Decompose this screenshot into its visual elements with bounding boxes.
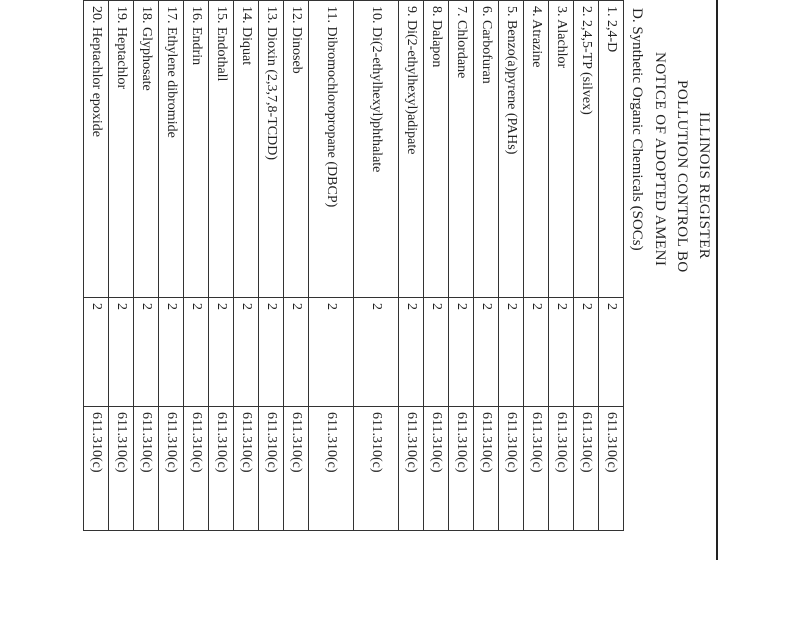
table-row [499, 1, 524, 531]
table-row [159, 1, 184, 531]
table-row [259, 1, 284, 531]
chemical-name-cell: 3. Alachlor [549, 1, 574, 298]
chemical-name-cell: 20. Heptachlor epoxide [84, 1, 109, 298]
reference-cell: 611.310(c) [549, 407, 574, 531]
reference-cell: 611.310(c) [84, 407, 109, 531]
table-row [399, 1, 424, 531]
table-row [184, 1, 209, 531]
value-cell: 2 [524, 298, 549, 407]
chemical-name-cell: 5. Benzo(a)pyrene (PAHs) [499, 1, 524, 298]
table-row [109, 1, 134, 531]
value-cell: 2 [134, 298, 159, 407]
value-cell: 2 [84, 298, 109, 407]
reference-cell: 611.310(c) [449, 407, 474, 531]
table-row [284, 1, 309, 531]
chemical-name-cell: 7. Chlordane [449, 1, 474, 298]
value-cell: 2 [399, 298, 424, 407]
table-row [449, 1, 474, 531]
value-cell: 2 [449, 298, 474, 407]
reference-cell: 611.310(c) [259, 407, 284, 531]
reference-cell: 611.310(c) [109, 407, 134, 531]
value-cell: 2 [234, 298, 259, 407]
reference-cell: 611.310(c) [474, 407, 499, 531]
chemical-name-cell: 14. Diquat [234, 1, 259, 298]
reference-cell: 611.310(c) [134, 407, 159, 531]
chemical-name-cell: 2. 2,4,5-TP (silvex) [574, 1, 599, 298]
section-title: D. Synthetic Organic Chemicals (SOCs) [629, 8, 645, 251]
value-cell: 2 [209, 298, 234, 407]
reference-cell: 611.310(c) [574, 407, 599, 531]
reference-cell: 611.310(c) [354, 407, 399, 531]
chemical-name-cell: 12. Dinoseb [284, 1, 309, 298]
reference-cell: 611.310(c) [424, 407, 449, 531]
value-cell: 2 [354, 298, 399, 407]
soc-table-body [84, 1, 624, 531]
chemical-name-cell: 16. Endrin [184, 1, 209, 298]
table-row [549, 1, 574, 531]
table-row [474, 1, 499, 531]
reference-cell: 611.310(c) [499, 407, 524, 531]
value-cell: 2 [184, 298, 209, 407]
table-row [309, 1, 354, 531]
table-row [524, 1, 549, 531]
value-cell: 2 [159, 298, 184, 407]
reference-cell: 611.310(c) [234, 407, 259, 531]
soc-table [83, 0, 624, 531]
header-register: ILLINOIS REGISTER [696, 112, 712, 260]
table-row [424, 1, 449, 531]
reference-cell: 611.310(c) [184, 407, 209, 531]
table-row [234, 1, 259, 531]
header-notice: NOTICE OF ADOPTED AMENI [652, 52, 668, 267]
value-cell: 2 [424, 298, 449, 407]
table-row [209, 1, 234, 531]
chemical-name-cell: 10. Di(2-ethylhexyl)phthalate [354, 1, 399, 298]
chemical-name-cell: 17. Ethylene dibromide [159, 1, 184, 298]
chemical-name-cell: 15. Endothall [209, 1, 234, 298]
value-cell: 2 [574, 298, 599, 407]
value-cell: 2 [284, 298, 309, 407]
table-row [574, 1, 599, 531]
chemical-name-cell: 11. Dibromochloropropane (DBCP) [309, 1, 354, 298]
table-row [134, 1, 159, 531]
reference-cell: 611.310(c) [309, 407, 354, 531]
chemical-name-cell: 19. Heptachlor [109, 1, 134, 298]
reference-cell: 611.310(c) [399, 407, 424, 531]
value-cell: 2 [499, 298, 524, 407]
chemical-name-cell: 9. Di(2-ethylhexyl)adipate [399, 1, 424, 298]
chemical-name-cell: 8. Dalapon [424, 1, 449, 298]
reference-cell: 611.310(c) [284, 407, 309, 531]
chemical-name-cell: 4. Atrazine [524, 1, 549, 298]
table-row [354, 1, 399, 531]
header-board: POLLUTION CONTROL BO [674, 80, 690, 273]
value-cell: 2 [549, 298, 574, 407]
reference-cell: 611.310(c) [524, 407, 549, 531]
chemical-name-cell: 6. Carbofuran [474, 1, 499, 298]
value-cell: 2 [259, 298, 284, 407]
chemical-name-cell: 13. Dioxin (2,3,7,8-TCDD) [259, 1, 284, 298]
reference-cell: 611.310(c) [159, 407, 184, 531]
header-rule [716, 0, 718, 560]
table-row [599, 1, 624, 531]
reference-cell: 611.310(c) [209, 407, 234, 531]
value-cell: 2 [109, 298, 134, 407]
chemical-name-cell: 1. 2,4-D [599, 1, 624, 298]
reference-cell: 611.310(c) [599, 407, 624, 531]
value-cell: 2 [474, 298, 499, 407]
value-cell: 2 [599, 298, 624, 407]
chemical-name-cell: 18. Glyphosate [134, 1, 159, 298]
value-cell: 2 [309, 298, 354, 407]
table-row [84, 1, 109, 531]
